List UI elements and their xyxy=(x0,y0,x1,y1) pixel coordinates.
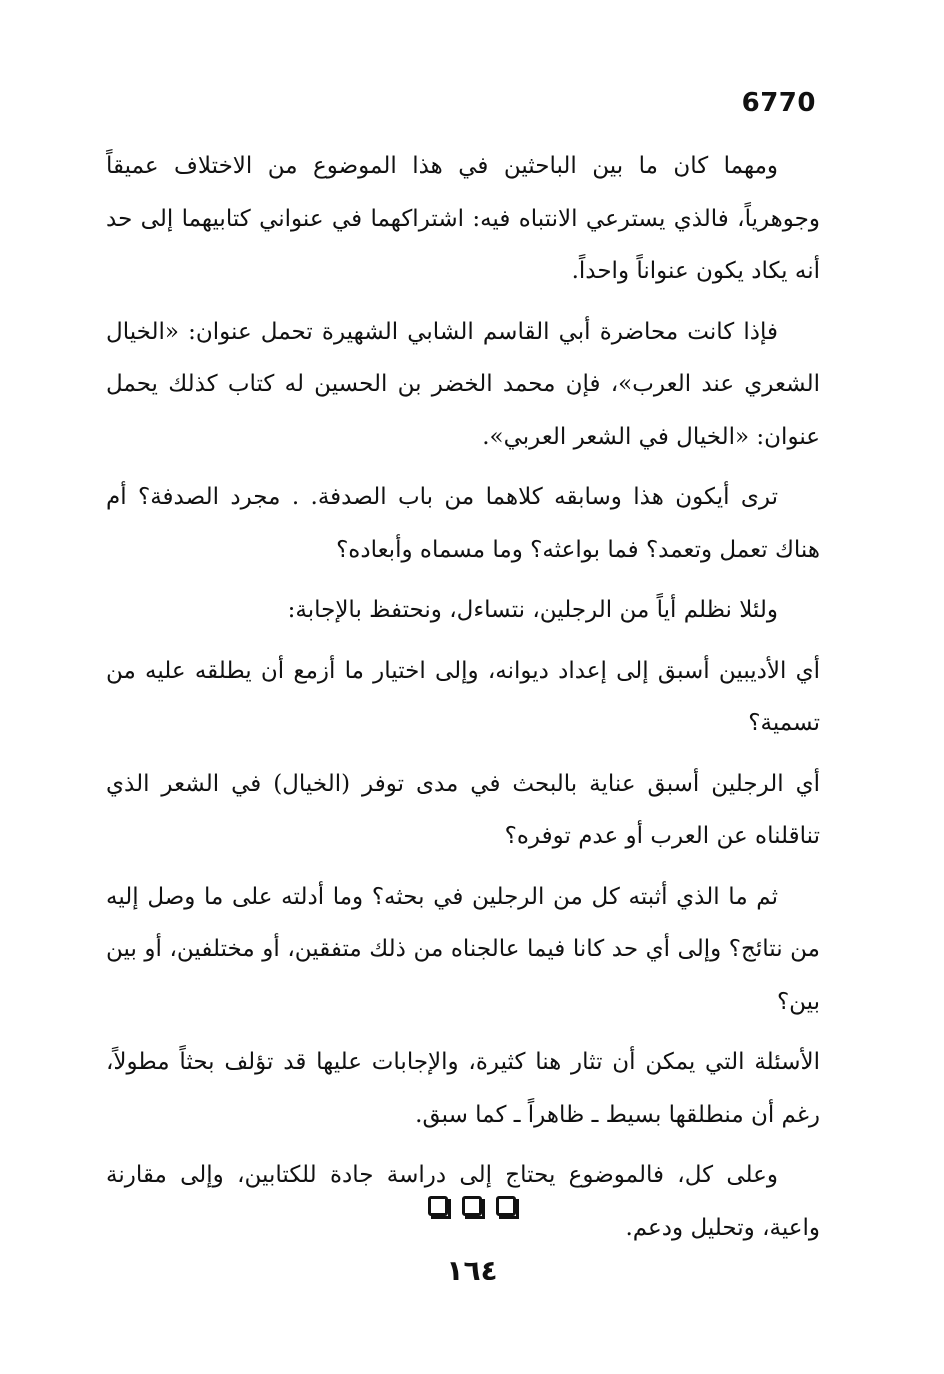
paragraph-7: ثم ما الذي أثبته كل من الرجلين في بحثه؟ وما أدلته على ما وصل إليه من نتائج؟ وإلى أي حد كانا فيما عالجناه من ذلك متفقين، أو مختلفين، أو بين بين؟ xyxy=(106,883,820,1015)
paragraph-6: أي الرجلين أسبق عناية بالبحث في مدى توفر (الخيال) في الشعر الذي تناقلناه عن العرب أو عدم توفره؟ xyxy=(106,770,820,849)
paragraph-2: فإذا كانت محاضرة أبي القاسم الشابي الشهيرة تحمل عنوان: «الخيال الشعري عند العرب»، فإن محمد الخضر بن الحسين له كتاب كذلك يحمل عنوان: «الخيال في الشعر العربي». xyxy=(106,318,820,450)
paragraph-8: الأسئلة التي يمكن أن تثار هنا كثيرة، والإجابات عليها قد تؤلف بحثاً مطولاً، رغم أن منطلقها بسيط ـ ظاهراً ـ كما سبق. xyxy=(106,1049,820,1128)
paragraph-3: ترى أيكون هذا وسابقه كلاهما من باب الصدفة. . مجرد الصدفة؟ أم هناك تعمل وتعمد؟ فما بواعثه؟ وما مسماه وأبعاده؟ xyxy=(106,484,820,563)
divider-square-icon xyxy=(462,1196,482,1216)
paragraph-9: وعلى كل، فالموضوع يحتاج إلى دراسة جادة للكتابين، وإلى مقارنة واعية، وتحليل ودعم. xyxy=(106,1162,820,1241)
page-number: ١٦٤ xyxy=(446,1254,498,1287)
paragraph-1: ومهما كان ما بين الباحثين في هذا الموضوع من الاختلاف عميقاً وجوهرياً، فالذي يسترعي الانتباه فيه: اشتراكهما في عنواني كتابيهما إلى حد أنه يكاد يكون عنواناً واحداً. xyxy=(106,153,820,284)
paragraph-5: أي الأديبين أسبق إلى إعداد ديوانه، وإلى اختيار ما أزمع أن يطلقه عليه من تسمية؟ xyxy=(106,657,820,736)
paragraph-4: ولئلا نظلم أياً من الرجلين، نتساءل، ونحتفظ بالإجابة: xyxy=(287,597,778,623)
divider-square-icon xyxy=(428,1196,448,1216)
body-text xyxy=(106,140,820,1262)
divider-square-icon xyxy=(496,1196,516,1216)
corner-number: 6770 xyxy=(741,88,816,118)
section-divider-ornament xyxy=(0,1196,944,1216)
